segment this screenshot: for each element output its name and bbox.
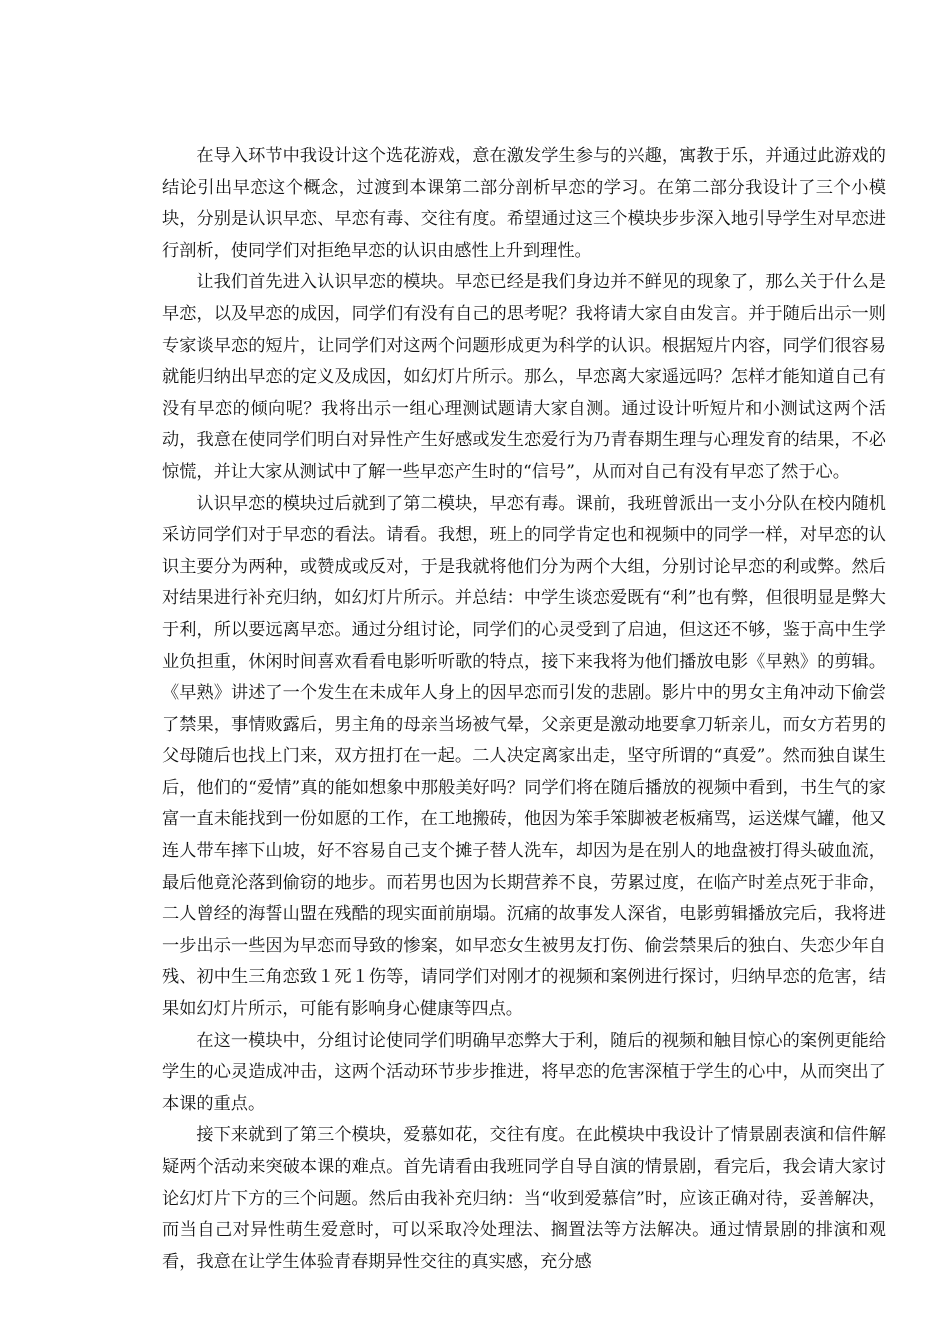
paragraph-module-two: 认识早恋的模块过后就到了第二模块，早恋有毒。课前，我班曾派出一支小分队在校内随机采访同学们对于早恋的看法。请看。我想，班上的同学肯定也和视频中的同学一样，对早恋的认识主要分为两种，或赞成或反对，于是我就将他们分为两个大组，分别讨论早恋的利或弊。然后对结果进行补充归纳，如幻灯片所示。并总结：中学生谈恋爱既有“利”也有弊，但很明显是弊大于利，所以要远离早恋。通过分组讨论，同学们的心灵受到了启迪，但这还不够，鉴于高中生学业负担重，休闲时间喜欢看看电影听听歌的特点，接下来我将为他们播放电影《早熟》的剪辑。《早熟》讲述了一个发生在未成年人身上的因早恋而引发的悲剧。影片中的男女主角冲动下偷尝了禁果，事情败露后，男主角的母亲当场被气晕，父亲更是激动地要拿刀斩亲儿，而女方若男的父母随后也找上门来，双方扭打在一起。二人决定离家出走，坚守所谓的“真爱”。然而独自谋生后，他们的“爱情”真的能如想象中那般美好吗？同学们将在随后播放的视频中看到，书生气的家富一直未能找到一份如愿的工作，在工地搬砖，他因为笨手笨脚被老板痛骂，运送煤气罐，他又连人带车摔下山坡，好不容易自己支个摊子替人洗车，却因为是在别人的地盘被打得头破血流，最后他竟沦落到偷窃的地步。而若男也因为长期营养不良，劳累过度，在临产时差点死于非命，二人曾经的海誓山盟在残酷的现实面前崩塌。沉痛的故事发人深省，电影剪辑播放完后，我将进一步出示一些因为早恋而导致的惨案，如早恋女生被男友打伤、偷尝禁果后的独白、失恋少年自残、初中生三角恋致１死１伤等，请同学们对刚才的视频和案例进行探讨，归纳早恋的危害，结果如幻灯片所示，可能有影响身心健康等四点。 <box>162 493 886 1020</box>
paragraph-module-one: 让我们首先进入认识早恋的模块。早恋已经是我们身边并不鲜见的现象了，那么关于什么是早恋，以及早恋的成因，同学们有没有自己的思考呢？我将请大家自由发言。并于随后出示一则专家谈早恋的短片，让同学们对这两个问题形成更为科学的认识。根据短片内容，同学们很容易就能归纳出早恋的定义及成因，如幻灯片所示。那么，早恋离大家遥远吗？怎样才能知道自己有没有早恋的倾向呢？我将出示一组心理测试题请大家自测。通过设计听短片和小测试这两个活动，我意在使同学们明白对异性产生好感或发生恋爱行为乃青春期生理与心理发育的结果，不必惊慌，并让大家从测试中了解一些早恋产生时的“信号”，从而对自己有没有早恋了然于心。 <box>162 272 886 482</box>
paragraph-module-three: 接下来就到了第三个模块，爱慕如花，交往有度。在此模块中我设计了情景剧表演和信件解疑两个活动来突破本课的难点。首先请看由我班同学自导自演的情景剧，看完后，我会请大家讨论幻灯片下方的三个问题。然后由我补充归纳：当“收到爱慕信”时，应该正确对待，妥善解决，而当自己对异性萌生爱意时，可以采取冷处理法、搁置法等方法解决。通过情景剧的排演和观看，我意在让学生体验青春期异性交往的真实感，充分感 <box>162 1125 886 1272</box>
paragraph-module-two-summary: 在这一模块中，分组讨论使同学们明确早恋弊大于利，随后的视频和触目惊心的案例更能给学生的心灵造成冲击，这两个活动环节步步推进，将早恋的危害深植于学生的心中，从而突出了本课的重点。 <box>162 1030 886 1114</box>
document-body <box>162 141 886 1278</box>
paragraph-intro-activity: 在导入环节中我设计这个选花游戏，意在激发学生参与的兴趣，寓教于乐，并通过此游戏的结论引出早恋这个概念，过渡到本课第二部分剖析早恋的学习。在第二部分我设计了三个小模块，分别是认识早恋、早恋有毒、交往有度。希望通过这三个模块步步深入地引导学生对早恋进行剖析，使同学们对拒绝早恋的认识由感性上升到理性。 <box>162 146 886 261</box>
